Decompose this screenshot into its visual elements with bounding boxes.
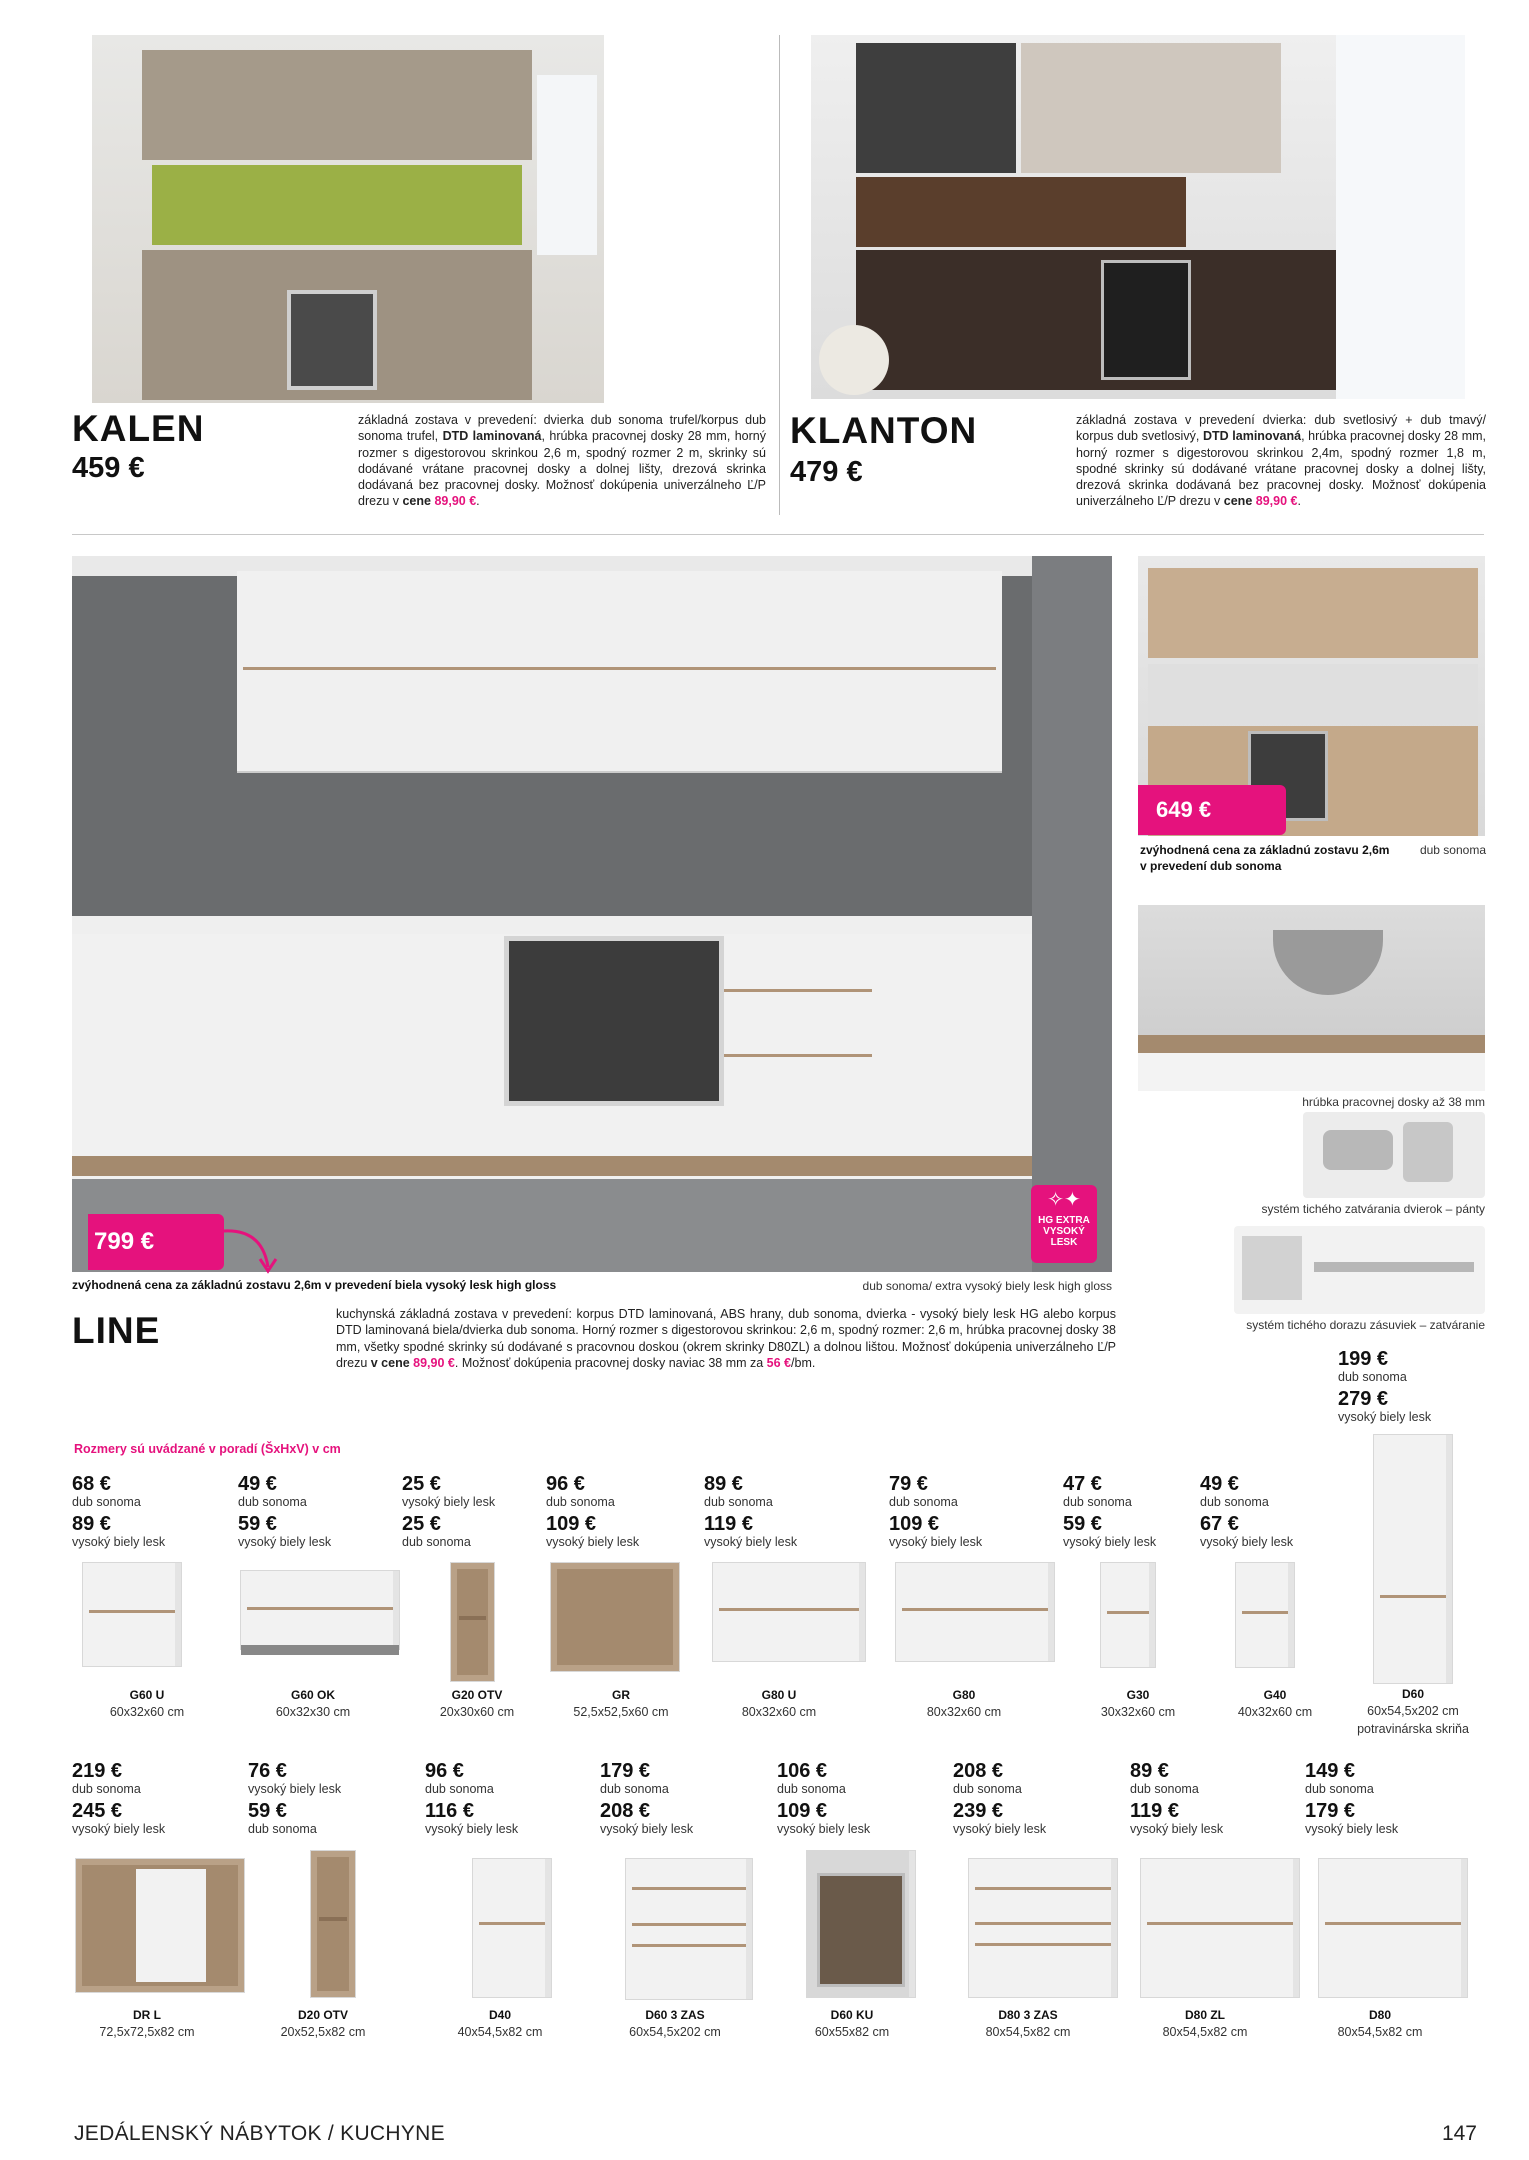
- base-cabinet-prices: [953, 1760, 1103, 1836]
- klanton-glass-cabinet: [856, 43, 1016, 173]
- wall-cabinet-prices: [238, 1473, 388, 1549]
- kalen-green-backsplash: [152, 165, 522, 245]
- wall-cabinet-label-1: dub sonoma: [72, 1495, 141, 1509]
- wall-cabinet-label-2: vysoký biely lesk: [1200, 1535, 1294, 1549]
- plinth: [72, 1156, 1112, 1176]
- wall-cabinet-cabinet: [895, 1562, 1055, 1662]
- wall-cabinet-dimensions: 60x32x30 cm: [275, 1705, 351, 1719]
- wall-cabinet-dimensions: 40x32x60 cm: [1237, 1705, 1313, 1719]
- wall-cabinet-price-2: 119 €: [704, 1513, 753, 1535]
- base-cabinet-prices: [72, 1760, 222, 1836]
- feature-worktop-label: hrúbka pracovnej dosky až 38 mm: [1302, 1095, 1485, 1109]
- wall-cabinet-code: G60 U: [129, 1688, 165, 1702]
- klanton-price: 479 €: [790, 456, 863, 488]
- base-cabinet-price-1: 149 €: [1305, 1760, 1356, 1782]
- d60-label-2: vysoký biely lesk: [1338, 1410, 1432, 1424]
- base-cabinet-cabinet: [1140, 1858, 1300, 1998]
- base-cabinet-label-1: vysoký biely lesk: [248, 1782, 342, 1796]
- base-cabinet-price-1: 219 €: [72, 1760, 123, 1782]
- base-cabinet-dimensions: 60x54,5x202 cm: [629, 2025, 721, 2039]
- base-cabinet-code: D20 OTV: [297, 2008, 348, 2022]
- base-cabinet-code: D60 KU: [830, 2008, 874, 2022]
- wall-cabinet-price-2: 59 €: [238, 1513, 277, 1535]
- base-cabinet-cabinet: [1318, 1858, 1468, 1998]
- oak-upper-cabinets: [1148, 568, 1478, 658]
- base-cabinet-price-1: 208 €: [953, 1760, 1004, 1782]
- base-cabinet-price-2: 116 €: [425, 1800, 474, 1822]
- base-cabinet-cabinet: [310, 1850, 356, 1998]
- wall-cabinet-cabinet: [450, 1562, 495, 1682]
- d60-tall-cabinet: [1373, 1434, 1453, 1684]
- wall-cabinet-price-2: 25 €: [402, 1513, 441, 1535]
- base-cabinet-code: DR L: [133, 2008, 161, 2022]
- wall-cabinet-cabinet: [550, 1562, 680, 1672]
- wall-cabinet-cabinet: [1235, 1562, 1295, 1668]
- base-cabinet-label-1: dub sonoma: [953, 1782, 1022, 1796]
- base-cabinet-label-1: dub sonoma: [425, 1782, 494, 1796]
- wall-cabinet-price-2: 89 €: [72, 1513, 111, 1535]
- base-cabinet-cabinet: [968, 1858, 1118, 1998]
- base-cabinet-dimensions: 40x54,5x82 cm: [457, 2025, 543, 2039]
- base-cabinet-cabinet: [472, 1858, 552, 1998]
- wall-cabinet-price-1: 25 €: [402, 1473, 441, 1495]
- chair-icon: [819, 325, 889, 395]
- wall-cabinet-dimensions: 30x32x60 cm: [1100, 1705, 1176, 1719]
- wall-cabinet-label-2: vysoký biely lesk: [72, 1535, 166, 1549]
- d60-price-1: 199 €: [1338, 1348, 1389, 1370]
- base-cabinet-price-1: 179 €: [600, 1760, 651, 1782]
- kalen-description: základná zostava v prevedení: dvierka dub sonoma trufel/korpus dub sonoma trufel, DTD laminovaná, hrúbka pracovnej dosky 28 mm, horný rozmer s digestorovou skrinkou 2,6 m, spodný rozmer 2 m, skrinky sú dodávané vrátane pracovnej dosky a dolnej lišty, drezová skrinka dodávaná bez pracovnej dosky. Možnosť dokúpenia univerzálneho Ľ/P drezu v cene 89,90 €.: [358, 413, 766, 509]
- wall-cabinet-code: G80: [952, 1688, 976, 1702]
- wall-cabinet-prices: [1200, 1473, 1350, 1549]
- base-cabinet-dimensions: 80x54,5x82 cm: [1162, 2025, 1248, 2039]
- footer-section: JEDÁLENSKÝ NÁBYTOK / KUCHYNE: [74, 2122, 445, 2145]
- oven-icon: [504, 936, 724, 1106]
- klanton-title: KLANTON: [790, 410, 978, 451]
- base-cabinet-label-2: vysoký biely lesk: [425, 1822, 519, 1836]
- wall-cabinet-dimensions: 52,5x52,5x60 cm: [573, 1705, 669, 1719]
- wall-cabinet-prices: [546, 1473, 696, 1549]
- wall-cabinet-code: G20 OTV: [451, 1688, 503, 1702]
- oven-icon: [817, 1873, 905, 1987]
- curved-arrow-icon: [222, 1225, 282, 1277]
- d60-dimensions: 60x54,5x202 cm: [1367, 1704, 1459, 1718]
- wall-cabinet-label-1: dub sonoma: [889, 1495, 958, 1509]
- base-cabinet-dimensions: 60x55x82 cm: [814, 2025, 890, 2039]
- base-cabinet-price-2: 239 €: [953, 1800, 1004, 1822]
- klanton-photo: [811, 35, 1465, 399]
- base-cabinet-price-2: 109 €: [777, 1800, 828, 1822]
- wall-cabinet-cabinet: [712, 1562, 866, 1662]
- base-cabinet-price-2: 208 €: [600, 1800, 651, 1822]
- oven-icon: [1101, 260, 1191, 380]
- wall-cabinet-price-1: 89 €: [704, 1473, 743, 1495]
- d60-extra: potravinárska skriňa: [1357, 1722, 1469, 1736]
- wall-cabinet-label-1: dub sonoma: [546, 1495, 615, 1509]
- wall-cabinet-prices: [72, 1473, 222, 1549]
- base-cabinet-code: D80 3 ZAS: [998, 2008, 1058, 2022]
- bowl-icon: [1273, 930, 1383, 995]
- base-cabinet-label-2: vysoký biely lesk: [777, 1822, 871, 1836]
- worktop: [72, 916, 1112, 934]
- wall-cabinet-prices: [402, 1473, 552, 1549]
- tiled-backsplash: [1148, 664, 1478, 724]
- wall-cabinet-price-1: 49 €: [1200, 1473, 1239, 1495]
- base-cabinet-prices: [777, 1760, 927, 1836]
- wall-cabinet-code: G60 OK: [290, 1688, 335, 1702]
- wall-cabinet-code: G80 U: [761, 1688, 797, 1702]
- feature-drawer-label: systém tichého dorazu zásuviek – zatváranie: [1246, 1318, 1485, 1332]
- base-cabinet-label-2: vysoký biely lesk: [72, 1822, 166, 1836]
- base-cabinet-price-2: 119 €: [1130, 1800, 1179, 1822]
- wall-cabinet-cabinet: [1100, 1562, 1156, 1668]
- drawer-runner-icon: [1234, 1226, 1485, 1314]
- base-cabinet-label-1: dub sonoma: [1305, 1782, 1374, 1796]
- line-oak-caption: zvýhodnená cena za základnú zostavu 2,6m v prevedení dub sonoma: [1140, 843, 1390, 873]
- wall-cabinet-cabinet: [240, 1570, 400, 1650]
- base-cabinet-code: D80 ZL: [1184, 2008, 1225, 2022]
- line-description: kuchynská základná zostava v prevedení: korpus DTD laminovaná, ABS hrany, dub sonoma, dvierka - vysoký biely lesk HG alebo korpus DTD laminovaná biela/dvierka dub sonoma. Horný rozmer s digestorovou skrinkou: 2,6 m, spodný rozmer: 2,6 m, hrúbka pracovnej dosky 38 mm, všetky spodné skrinky sú dodávané s pracovnou doskou (okrem skrinky D80ZL) a dolnou lištou. Možnosť dokúpenia univerzálneho Ľ/P drezu v cene 89,90 €. Možnosť dokúpenia pracovnej dosky naviac 38 mm za 56 €/bm.: [336, 1307, 1116, 1370]
- base-cabinet-price-2: 179 €: [1305, 1800, 1356, 1822]
- wall-cabinet-prices: [704, 1473, 854, 1549]
- wall-cabinet-price-2: 59 €: [1063, 1513, 1102, 1535]
- line-main-price-badge: 799 €: [88, 1214, 224, 1270]
- line-main-caption: zvýhodnená cena za základnú zostavu 2,6m v prevedení biela vysoký lesk high gloss: [72, 1278, 557, 1292]
- d60-label-1: dub sonoma: [1338, 1370, 1407, 1384]
- column-divider: [779, 35, 780, 515]
- wall-cabinet-code: G40: [1263, 1688, 1287, 1702]
- wall-cabinet-price-1: 49 €: [238, 1473, 277, 1495]
- base-cabinet-price-1: 89 €: [1130, 1760, 1169, 1782]
- line-title: LINE: [72, 1310, 161, 1351]
- base-cabinet-cabinet: [625, 1858, 753, 2000]
- base-cabinet-prices: [248, 1760, 398, 1836]
- klanton-upper-cabinets: [1021, 43, 1281, 173]
- wall-cabinet-dimensions: 60x32x60 cm: [109, 1705, 185, 1719]
- line-upper-cabinets: [237, 571, 1002, 771]
- wall-cabinet-label-1: dub sonoma: [704, 1495, 773, 1509]
- worktop-edge: [1138, 1035, 1485, 1053]
- base-cabinet-price-1: 106 €: [777, 1760, 828, 1782]
- wall-cabinet-price-1: 47 €: [1063, 1473, 1102, 1495]
- base-cabinet-cabinet: [806, 1850, 916, 1998]
- wall-cabinet-label-2: vysoký biely lesk: [1063, 1535, 1157, 1549]
- base-cabinet-label-2: vysoký biely lesk: [600, 1822, 694, 1836]
- wall-cabinet-code: GR: [612, 1688, 630, 1702]
- d60-code: D60: [1401, 1687, 1424, 1701]
- d60-price-2: 279 €: [1338, 1388, 1389, 1410]
- line-main-photo: [72, 556, 1112, 1272]
- window: [537, 75, 597, 255]
- wall-cabinet-price-2: 109 €: [889, 1513, 940, 1535]
- wall-cabinet-dimensions: 80x32x60 cm: [741, 1705, 817, 1719]
- wall-cabinet-label-2: vysoký biely lesk: [238, 1535, 332, 1549]
- base-cabinet-cabinet: [75, 1858, 245, 1993]
- sparkle-icon: ✧✦: [1047, 1189, 1081, 1211]
- wall-cabinet-prices: [1063, 1473, 1213, 1549]
- kalen-title: KALEN: [72, 408, 205, 449]
- base-cabinet-dimensions: 72,5x72,5x82 cm: [99, 2025, 195, 2039]
- line-main-note: dub sonoma/ extra vysoký biely lesk high gloss: [862, 1279, 1112, 1293]
- window: [1336, 35, 1465, 399]
- klanton-lower-cabinets: [856, 250, 1336, 390]
- base-cabinet-prices: [1305, 1760, 1455, 1836]
- base-cabinet-prices: [425, 1760, 575, 1836]
- base-cabinet-prices: [600, 1760, 750, 1836]
- kalen-price: 459 €: [72, 452, 145, 484]
- klanton-description: základná zostava v prevedení dvierka: dub svetlosivý + dub tmavý/ korpus dub svetlosivý, DTD laminovaná, hrúbka pracovnej dosky 28 mm, horný rozmer s digestorovou skrinkou 2,4m, spodný rozmer 1,8 m, spodné skrinky sú dodávané vrátane pracovnej dosky a dolnej lišty, drezová skrinka dodávaná bez pracovnej dosky. Možnosť dokúpenia univerzálneho Ľ/P drezu v cene 89,90 €.: [1076, 413, 1486, 509]
- wall-cabinet-price-1: 96 €: [546, 1473, 585, 1495]
- wall-cabinet-dimensions: 80x32x60 cm: [926, 1705, 1002, 1719]
- base-cabinet-price-2: 59 €: [248, 1800, 287, 1822]
- base-cabinet-label-1: dub sonoma: [600, 1782, 669, 1796]
- wall-cabinet-label-1: dub sonoma: [1063, 1495, 1132, 1509]
- kalen-upper-cabinets: [142, 50, 532, 160]
- base-cabinet-label-1: dub sonoma: [72, 1782, 141, 1796]
- wall-cabinet-label-2: dub sonoma: [402, 1535, 471, 1549]
- hinge-icon: [1303, 1112, 1485, 1198]
- wall-cabinet-code: G30: [1126, 1688, 1150, 1702]
- klanton-backsplash: [856, 177, 1186, 247]
- wall-cabinet-price-1: 68 €: [72, 1473, 111, 1495]
- base-cabinet-label-2: dub sonoma: [248, 1822, 317, 1836]
- feature-hinge-label: systém tichého zatvárania dvierok – pánty: [1261, 1202, 1485, 1216]
- base-cabinet-code: D60 3 ZAS: [645, 2008, 705, 2022]
- kalen-photo: [92, 35, 604, 403]
- base-cabinet-dimensions: 20x52,5x82 cm: [280, 2025, 366, 2039]
- base-cabinet-code: D80: [1368, 2008, 1391, 2022]
- base-cabinet-label-1: dub sonoma: [1130, 1782, 1199, 1796]
- wall-cabinet-label-2: vysoký biely lesk: [889, 1535, 983, 1549]
- base-cabinet-prices: [1130, 1760, 1280, 1836]
- base-cabinet-label-2: vysoký biely lesk: [1305, 1822, 1399, 1836]
- base-cabinet-label-2: vysoký biely lesk: [953, 1822, 1047, 1836]
- oven-icon: [287, 290, 377, 390]
- wall-cabinet-price-1: 79 €: [889, 1473, 928, 1495]
- wall-cabinet-prices: [889, 1473, 1039, 1549]
- wall-cabinet-price-2: 109 €: [546, 1513, 597, 1535]
- base-cabinet-dimensions: 80x54,5x82 cm: [1337, 2025, 1423, 2039]
- base-cabinet-label-2: vysoký biely lesk: [1130, 1822, 1224, 1836]
- hg-extra-badge: ✧✦ HG EXTRA VYSOKÝ LESK: [1031, 1185, 1097, 1263]
- wall-cabinet-cabinet: [82, 1562, 182, 1667]
- line-oak-price-badge: 649 €: [1138, 785, 1286, 835]
- line-oak-note: dub sonoma: [1419, 843, 1486, 857]
- wall-cabinet-price-2: 67 €: [1200, 1513, 1239, 1535]
- base-cabinet-price-2: 245 €: [72, 1800, 123, 1822]
- base-cabinet-code: D40: [488, 2008, 511, 2022]
- base-cabinet-dimensions: 80x54,5x82 cm: [985, 2025, 1071, 2039]
- base-cabinet-label-1: dub sonoma: [777, 1782, 846, 1796]
- page-number: 147: [1441, 2122, 1477, 2145]
- section-divider: [72, 534, 1484, 535]
- wall-cabinet-label-1: dub sonoma: [238, 1495, 307, 1509]
- wall-cabinet-label-1: vysoký biely lesk: [402, 1495, 496, 1509]
- worktop-detail-photo: [1138, 905, 1485, 1091]
- base-cabinet-price-1: 96 €: [425, 1760, 464, 1782]
- wall-cabinet-label-2: vysoký biely lesk: [704, 1535, 798, 1549]
- wall-cabinet-label-2: vysoký biely lesk: [546, 1535, 640, 1549]
- wall-cabinet-label-1: dub sonoma: [1200, 1495, 1269, 1509]
- d60-prices: [1338, 1348, 1431, 1424]
- wall-cabinet-dimensions: 20x30x60 cm: [439, 1705, 515, 1719]
- base-cabinet-price-1: 76 €: [248, 1760, 287, 1782]
- dimensions-note: Rozmery sú uvádzané v poradí (ŠxHxV) v cm: [74, 1442, 341, 1456]
